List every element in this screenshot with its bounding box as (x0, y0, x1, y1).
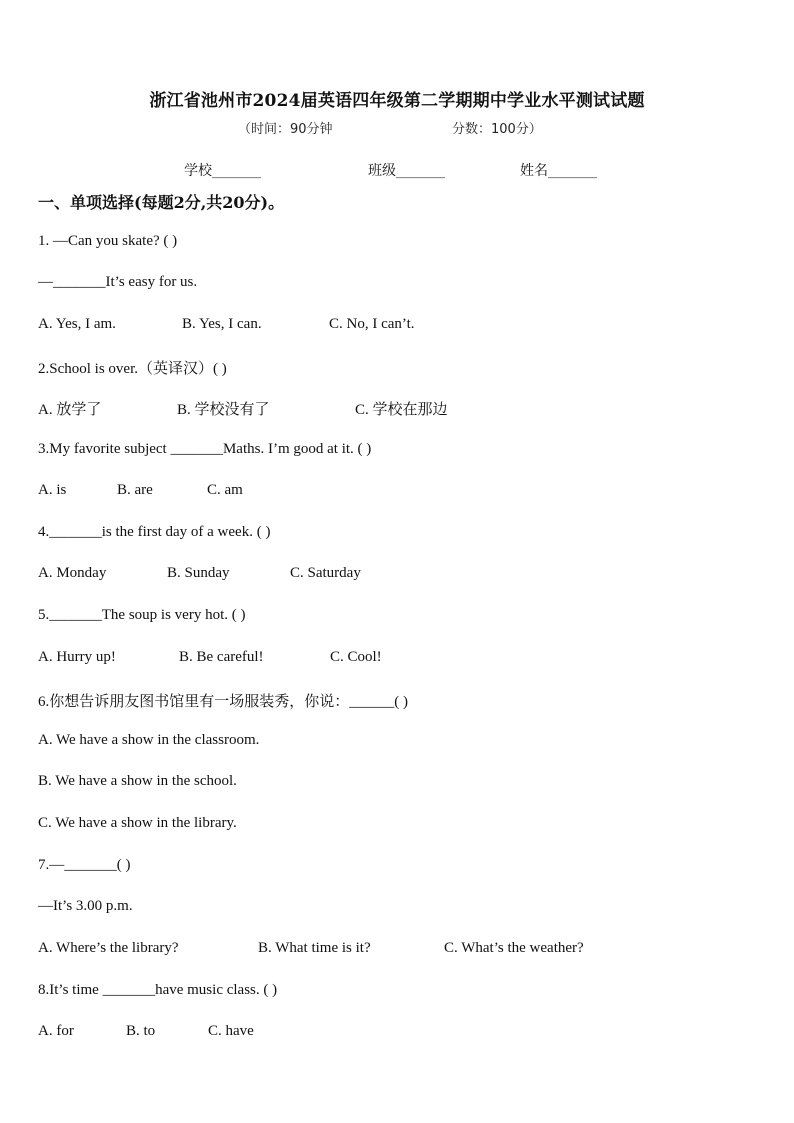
option-c: C. Cool! (330, 649, 382, 665)
option-c: C. What’s the weather? (444, 940, 584, 956)
question-6-stem: 6.你想告诉朋友图书馆里有一场服装秀，你说：______( ) (38, 694, 408, 710)
option-a: A. Hurry up! (38, 649, 116, 665)
option-a: A. 放学了 (38, 402, 102, 418)
option-c: C. am (207, 482, 243, 498)
question-1-line2: —_______It’s easy for us. (38, 274, 198, 290)
school-field: 学校_______ (184, 163, 261, 179)
option-c: C. No, I can’t. (329, 316, 415, 332)
option-a: A. Where’s the library? (38, 940, 179, 956)
name-field: 姓名_______ (520, 163, 597, 179)
option-b: B. 学校没有了 (177, 402, 270, 418)
option-c: C. Saturday (290, 565, 361, 581)
question-6-option-b: B. We have a show in the school. (38, 773, 237, 789)
page-title: 浙江省池州市2024届英语四年级第二学期期中学业水平测试试题 (149, 91, 645, 111)
question-8-stem: 8.It’s time _______have music class. ( ) (38, 982, 278, 998)
question-5-stem: 5._______The soup is very hot. ( ) (38, 607, 246, 623)
question-2-stem: 2.School is over.（英译汉）( ) (38, 361, 227, 377)
option-b: B. Be careful! (179, 649, 264, 665)
option-c: C. have (208, 1023, 254, 1039)
option-b: B. to (126, 1023, 156, 1039)
option-a: A. for (38, 1023, 74, 1039)
question-3-stem: 3.My favorite subject _______Maths. I’m good at it. ( ) (38, 441, 372, 457)
question-6-option-c: C. We have a show in the library. (38, 815, 237, 831)
option-b: B. Yes, I can. (182, 316, 262, 332)
option-a: A. is (38, 482, 67, 498)
option-a: A. Yes, I am. (38, 316, 116, 332)
option-b: B. What time is it? (258, 940, 371, 956)
question-1-stem: 1. —Can you skate? ( ) (38, 233, 178, 249)
time-limit: （时间：90分钟 (238, 122, 333, 137)
total-score: 分数：100分） (452, 122, 542, 137)
question-7-line2: —It’s 3.00 p.m. (38, 898, 133, 914)
question-7-stem: 7.—_______( ) (38, 857, 131, 873)
option-b: B. Sunday (167, 565, 230, 581)
option-a: A. Monday (38, 565, 107, 581)
question-6-option-a: A. We have a show in the classroom. (38, 732, 260, 748)
section-title: 一、单项选择(每题2分,共20分)。 (38, 193, 285, 212)
option-b: B. are (117, 482, 153, 498)
option-c: C. 学校在那边 (355, 402, 448, 418)
class-field: 班级_______ (368, 163, 445, 179)
question-4-stem: 4._______is the first day of a week. ( ) (38, 524, 271, 540)
